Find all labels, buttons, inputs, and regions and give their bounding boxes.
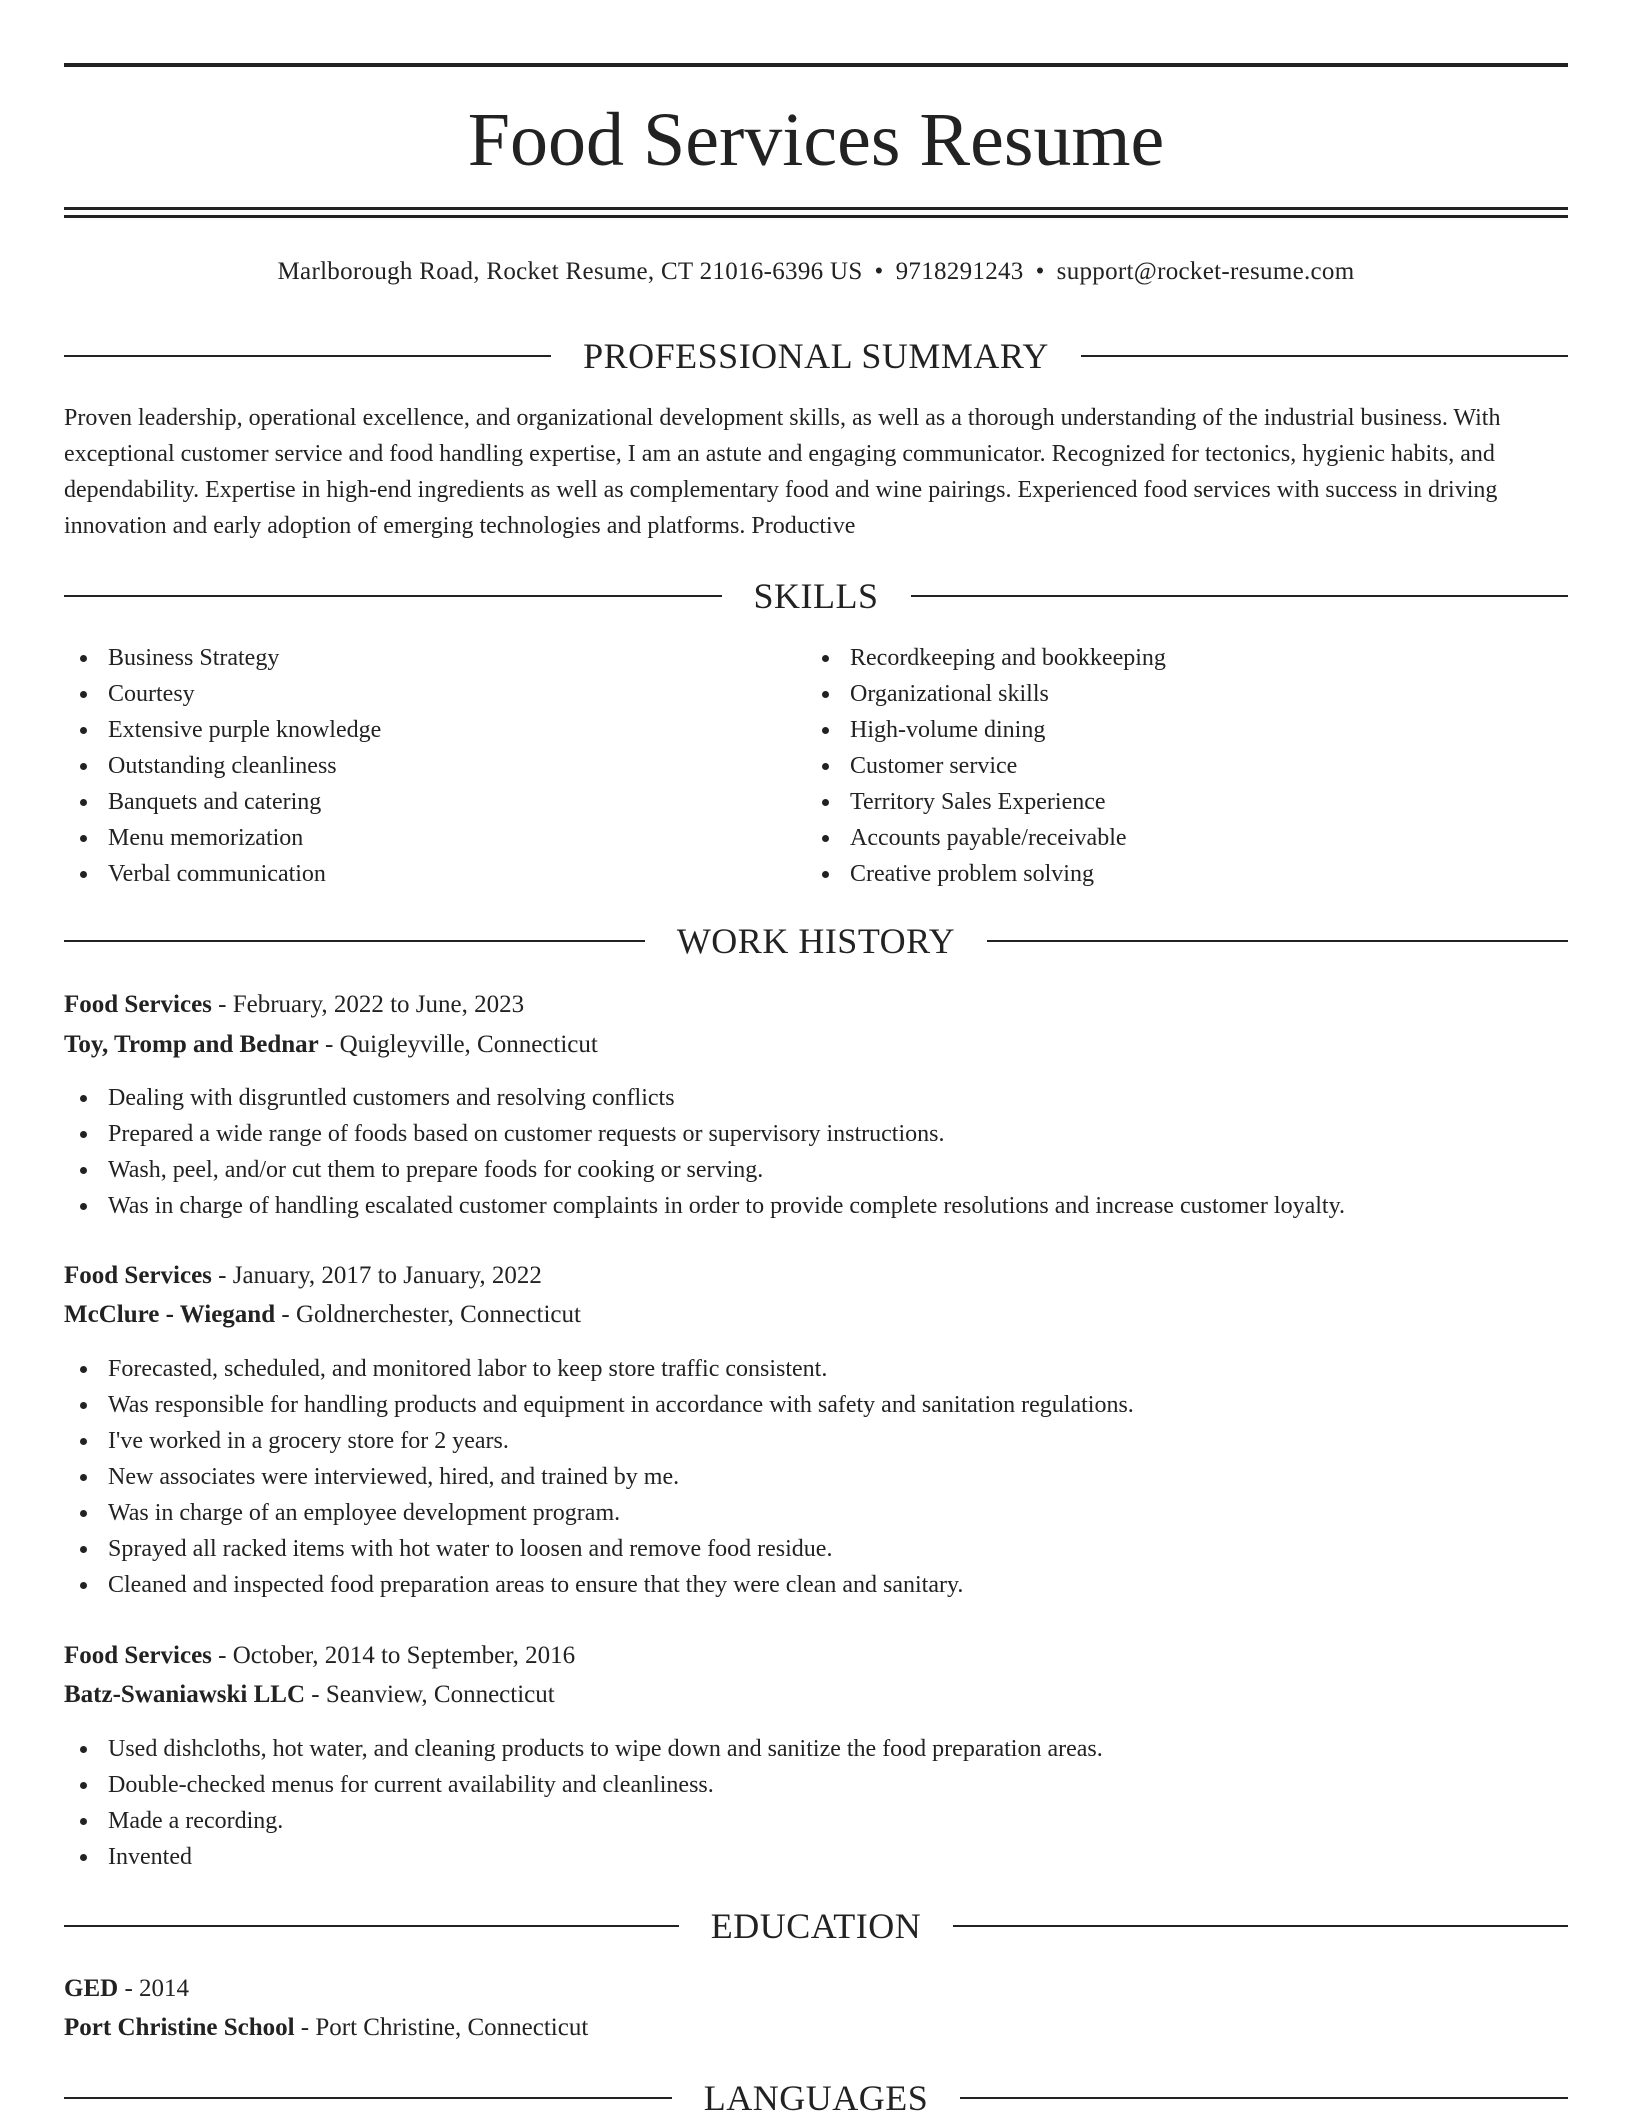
joiner: - xyxy=(294,2014,316,2041)
job-duty: I've worked in a grocery store for 2 years. xyxy=(64,1423,1134,1459)
job-duty: Cleaned and inspected food preparation areas to ensure that they were clean and sanitary. xyxy=(64,1567,1134,1603)
job-duty: Double-checked menus for current availability and cleanliness. xyxy=(64,1767,1103,1803)
joiner: - xyxy=(118,1975,140,2002)
job-duties-list xyxy=(64,1731,1103,1875)
joiner: - xyxy=(318,1031,340,1058)
job-company: McClure - Wiegand xyxy=(64,1301,276,1328)
heading-rule xyxy=(960,2097,1568,2099)
section-heading-summary xyxy=(64,334,1568,378)
skill-item: Courtesy xyxy=(64,676,381,712)
job-title: Food Services xyxy=(64,991,212,1018)
skill-item: Creative problem solving xyxy=(806,856,1166,892)
heading-rule xyxy=(64,595,722,597)
job-duty: Made a recording. xyxy=(64,1803,1103,1839)
job-company: Toy, Tromp and Bednar xyxy=(64,1031,319,1058)
education-location: Port Christine, Connecticut xyxy=(315,2014,589,2041)
job-title-line xyxy=(64,1640,575,1672)
contact-email: support@rocket-resume.com xyxy=(1056,258,1355,285)
job-title: Food Services xyxy=(64,1642,212,1669)
job-duty: Forecasted, scheduled, and monitored labor to keep store traffic consistent. xyxy=(64,1351,1134,1387)
header-rule-upper xyxy=(64,207,1568,210)
section-heading-work-history xyxy=(64,919,1568,963)
job-duty: Was responsible for handling products and equipment in accordance with safety and sanitation regulations. xyxy=(64,1387,1134,1423)
job-duty: Used dishcloths, hot water, and cleaning products to wipe down and sanitize the food preparation areas. xyxy=(64,1731,1103,1767)
skill-item: Customer service xyxy=(806,748,1166,784)
skills-list-left xyxy=(64,640,381,892)
heading-rule xyxy=(1081,355,1568,357)
job-duty: Was in charge of handling escalated customer complaints in order to provide complete resolutions and increase customer loyalty. xyxy=(64,1188,1345,1224)
skill-item: Organizational skills xyxy=(806,676,1166,712)
skill-item: Accounts payable/receivable xyxy=(806,820,1166,856)
job-title: Food Services xyxy=(64,1262,212,1289)
section-heading-skills xyxy=(64,574,1568,618)
skill-item: Menu memorization xyxy=(64,820,381,856)
job-duty: Wash, peel, and/or cut them to prepare foods for cooking or serving. xyxy=(64,1152,1345,1188)
skill-item: Extensive purple knowledge xyxy=(64,712,381,748)
heading-rule xyxy=(911,595,1569,597)
job-duty: Was in charge of an employee development program. xyxy=(64,1495,1134,1531)
contact-phone: 9718291243 xyxy=(895,258,1024,285)
job-title-line xyxy=(64,989,524,1021)
contact-separator: • xyxy=(874,258,884,285)
education-school-line xyxy=(64,2012,588,2044)
skill-item: High-volume dining xyxy=(806,712,1166,748)
section-heading-education xyxy=(64,1904,1568,1948)
section-heading-languages xyxy=(64,2076,1568,2120)
header-top-rule xyxy=(64,63,1568,67)
job-duty: Invented xyxy=(64,1839,1103,1875)
joiner: - xyxy=(275,1301,296,1328)
job-duty: Prepared a wide range of foods based on customer requests or supervisory instructions. xyxy=(64,1116,1345,1152)
joiner: - xyxy=(305,1681,326,1708)
skill-item: Business Strategy xyxy=(64,640,381,676)
heading-rule xyxy=(953,1925,1568,1927)
job-dates: January, 2017 to January, 2022 xyxy=(232,1262,542,1289)
job-location: Seanview, Connecticut xyxy=(325,1681,555,1708)
contact-line xyxy=(64,256,1568,288)
skills-list-right xyxy=(806,640,1166,892)
section-title: LANGUAGES xyxy=(703,2078,929,2118)
skill-item: Outstanding cleanliness xyxy=(64,748,381,784)
job-company-line xyxy=(64,1679,555,1711)
skill-item: Banquets and catering xyxy=(64,784,381,820)
skill-item: Recordkeeping and bookkeeping xyxy=(806,640,1166,676)
job-dates: February, 2022 to June, 2023 xyxy=(232,991,525,1018)
section-title: WORK HISTORY xyxy=(676,921,956,961)
education-degree-line xyxy=(64,1973,189,2005)
heading-rule xyxy=(987,940,1568,942)
job-dates: October, 2014 to September, 2016 xyxy=(232,1642,576,1669)
heading-rule xyxy=(64,2097,672,2099)
job-duties-list xyxy=(64,1351,1134,1603)
job-location: Goldnerchester, Connecticut xyxy=(295,1301,581,1328)
education-school: Port Christine School xyxy=(64,2014,295,2041)
skill-item: Verbal communication xyxy=(64,856,381,892)
job-company-line xyxy=(64,1299,581,1331)
resume-title: Food Services Resume xyxy=(467,98,1165,182)
skill-item: Territory Sales Experience xyxy=(806,784,1166,820)
job-location: Quigleyville, Connecticut xyxy=(339,1031,598,1058)
education-year: 2014 xyxy=(139,1975,190,2002)
joiner: - xyxy=(211,1262,233,1289)
summary-text: Proven leadership, operational excellence, and organizational development skills, as well as a thorough understanding of the industrial business. With exceptional customer service and food handling expertise, I am an astute and engaging communicator. Recognized for tectonics, hygienic habits, and dependability. Expertise in high-end ingredients as well as complementary food and wine pairings. Experienced food services with success in driving innovation and early adoption of emerging technologies and platforms. Productive xyxy=(64,405,1501,539)
job-duty: New associates were interviewed, hired, and trained by me. xyxy=(64,1459,1134,1495)
heading-rule xyxy=(64,355,551,357)
job-duty: Sprayed all racked items with hot water to loosen and remove food residue. xyxy=(64,1531,1134,1567)
heading-rule xyxy=(64,940,645,942)
job-duty: Dealing with disgruntled customers and resolving conflicts xyxy=(64,1080,1345,1116)
job-company: Batz-Swaniawski LLC xyxy=(64,1681,306,1708)
contact-address: Marlborough Road, Rocket Resume, CT 21016-6396 US xyxy=(277,258,863,285)
joiner: - xyxy=(211,1642,233,1669)
job-duties-list xyxy=(64,1080,1345,1224)
section-title: SKILLS xyxy=(753,576,879,616)
section-title: EDUCATION xyxy=(710,1906,922,1946)
job-title-line xyxy=(64,1260,542,1292)
header-rule-lower xyxy=(64,215,1568,218)
contact-separator: • xyxy=(1035,258,1045,285)
joiner: - xyxy=(211,991,233,1018)
education-degree: GED xyxy=(64,1975,119,2002)
section-title: PROFESSIONAL SUMMARY xyxy=(583,336,1049,376)
job-company-line xyxy=(64,1029,598,1061)
heading-rule xyxy=(64,1925,679,1927)
